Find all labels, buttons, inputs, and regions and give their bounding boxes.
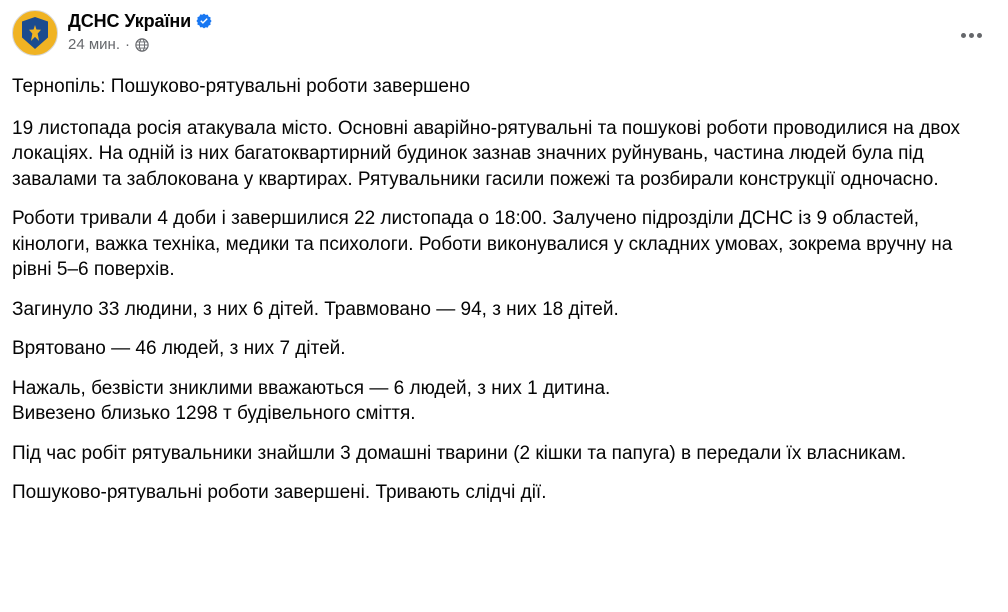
- post-paragraph: Нажаль, безвісти зниклими вважаються — 6 людей, з них 1 дитина.: [12, 377, 611, 399]
- avatar[interactable]: [12, 10, 58, 56]
- post-header: [12, 10, 996, 66]
- post-timestamp[interactable]: 24 мин.: [68, 36, 120, 53]
- more-options-button[interactable]: [954, 18, 988, 52]
- more-dot-1: [961, 33, 966, 38]
- post-paragraph: Врятовано — 46 людей, з них 7 дітей.: [12, 338, 346, 359]
- globe-icon[interactable]: [135, 38, 149, 52]
- post-paragraph: Загинуло 33 людини, з них 6 дітей. Травмовано — 94, з них 18 дітей.: [12, 298, 619, 320]
- post-paragraph: Роботи тривали 4 доби і завершилися 22 листопада о 18:00. Залучено підрозділи ДСНС із 9 областей, кінологи, важка техніка, медики та психологи. Роботи виконувалися у складних умовах, зокрема вручну на рівні 5–6 поверхів.: [12, 208, 953, 280]
- author-row: [68, 11, 212, 31]
- post-paragraph: Пошуково-рятувальні роботи завершені. Тривають слідчі дії.: [12, 482, 547, 503]
- dsns-emblem-icon: [22, 17, 48, 49]
- more-dot-2: [969, 33, 974, 38]
- post-body: [12, 66, 996, 506]
- post-header-text: [68, 10, 212, 53]
- more-dot-3: [977, 33, 982, 38]
- verified-badge-icon: [196, 13, 212, 29]
- author-name[interactable]: ДСНС України: [68, 11, 192, 31]
- meta-separator: ·: [125, 36, 130, 53]
- post-paragraph: Тернопіль: Пошуково-рятувальні роботи завершено: [12, 76, 471, 97]
- post-paragraph: 19 листопада росія атакувала місто. Основні аварійно-рятувальні та пошукові роботи проводилися на двох локаціях. На одній із них багатоквартирний будинок зазнав значних руйнувань, частина людей була під завалами та заблокована у квартирах. Рятувальники гасили пожежі та розбирали конструкції одночасно.: [12, 117, 961, 190]
- post-paragraph: Вивезено близько 1298 т будівельного сміття.: [12, 403, 416, 424]
- post-paragraph: Під час робіт рятувальники знайшли 3 домашні тварини (2 кішки та папуга) в передали їх власникам.: [12, 442, 907, 464]
- post-meta: [68, 36, 212, 53]
